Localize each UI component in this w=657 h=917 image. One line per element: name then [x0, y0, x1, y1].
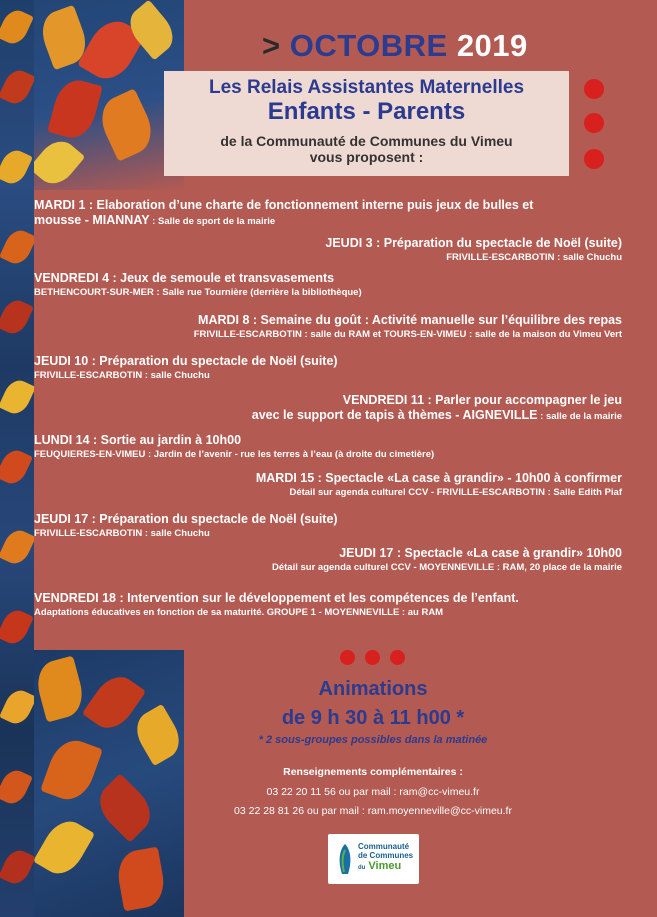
event-location: FRIVILLE-ESCARBOTIN : salle Chuchu — [34, 370, 210, 381]
event-item — [325, 236, 622, 264]
header-box — [164, 71, 569, 176]
event-location: FRIVILLE-ESCARBOTIN : salle Chuchu — [446, 252, 622, 263]
event-item — [194, 313, 622, 341]
event-location: : Salle de sport de la mairie — [149, 216, 276, 227]
event-title: : Sortie au jardin à 10h00 — [89, 433, 242, 447]
event-item — [34, 512, 338, 540]
event-title: : Parler pour accompagner le jeu — [424, 393, 622, 407]
event-title: : Préparation du spectacle de Noël (suite) — [88, 512, 338, 526]
event-day: LUNDI 14 — [34, 433, 90, 447]
title-month: OCTOBRE — [289, 28, 448, 63]
header-line-1: Les Relais Assistantes Maternelles — [208, 77, 525, 98]
header-line-3: de la Communauté de Communes du Vimeu — [220, 133, 513, 149]
event-item — [34, 433, 434, 461]
animations-title: Animations — [318, 678, 428, 700]
event-title: : Préparation du spectacle de Noël (suite) — [372, 236, 622, 250]
red-dot-2 — [584, 113, 604, 133]
event-day: JEUDI 10 — [34, 354, 89, 368]
event-day: VENDREDI 18 — [34, 591, 116, 605]
event-day: JEUDI 3 — [325, 236, 373, 250]
title-arrow: > — [262, 28, 281, 63]
event-location: Détail sur agenda culturel CCV - FRIVILLE-ESCARBOTIN : Salle Edith Piaf — [289, 487, 622, 498]
header-line-4: vous proposent : — [309, 149, 424, 165]
event-item — [272, 546, 622, 574]
event-day: JEUDI 17 — [34, 512, 89, 526]
event-location: FRIVILLE-ESCARBOTIN : salle du RAM et TOURS-EN-VIMEU : salle de la maison du Vimeu Vert — [193, 329, 622, 340]
contact-heading: Renseignements complémentaires : — [283, 766, 463, 778]
event-item — [256, 471, 622, 499]
contact-block — [200, 765, 546, 818]
event-day: VENDREDI 4 — [34, 271, 110, 285]
event-item — [34, 591, 519, 619]
red-dot — [340, 650, 355, 665]
event-item — [34, 198, 533, 228]
event-item — [252, 393, 622, 423]
event-item — [34, 271, 362, 299]
event-location: BETHENCOURT-SUR-MER : Salle rue Tournière (derrière la bibliothèque) — [34, 287, 362, 298]
event-location: Adaptations éducatives en fonction de sa maturité. GROUPE 1 - MOYENNEVILLE : au RAM — [34, 607, 444, 618]
logo-emblem-icon — [336, 842, 354, 876]
event-title-cont: avec le support de tapis à thèmes - AIGNEVILLE — [251, 408, 538, 422]
event-day: MARDI 15 — [255, 471, 315, 485]
logo-name: du Vimeu — [358, 860, 402, 872]
event-title: : Intervention sur le développement et les compétences de l’enfant. — [115, 591, 519, 605]
event-title: : Spectacle «La case à grandir» 10h00 — [393, 546, 622, 560]
event-day: MARDI 1 — [34, 198, 86, 212]
event-title-cont: mousse - MIANNAY — [34, 213, 150, 227]
autumn-leaves-bottom — [34, 650, 184, 917]
animations-note: * 2 sous-groupes possibles dans la matinée — [258, 734, 488, 746]
event-item — [34, 354, 338, 382]
event-day: VENDREDI 11 — [342, 393, 425, 407]
animations-time: de 9 h 30 à 11 h00 * — [281, 707, 465, 729]
contact-line-1: 03 22 20 11 56 ou par mail : ram@cc-vimeu.fr — [266, 786, 480, 798]
ccv-logo — [328, 834, 419, 884]
logo-text: Communauté de Communes — [358, 842, 414, 860]
red-dot-3 — [584, 149, 604, 169]
page-title — [262, 28, 528, 64]
events-list — [34, 190, 624, 650]
event-title: : Jeux de semoule et transvasements — [109, 271, 335, 285]
event-title: : Semaine du goût : Activité manuelle sur l’équilibre des repas — [249, 313, 622, 327]
autumn-leaves-top — [34, 0, 184, 190]
title-year: 2019 — [456, 28, 528, 63]
header-line-2: Enfants - Parents — [267, 98, 466, 125]
animations-block — [200, 677, 546, 747]
autumn-leaves-strip-left — [0, 0, 34, 917]
event-day: JEUDI 17 — [339, 546, 394, 560]
red-dot — [365, 650, 380, 665]
contact-line-2: 03 22 28 81 26 ou par mail : ram.moyenneville@cc-vimeu.fr — [234, 805, 512, 817]
event-location: FRIVILLE-ESCARBOTIN : salle Chuchu — [34, 528, 210, 539]
event-day: MARDI 8 — [198, 313, 250, 327]
event-title: : Spectacle «La case à grandir» - 10h00 à confirmer — [314, 471, 622, 485]
event-title: : Elaboration d’une charte de fonctionnement interne puis jeux de bulles et — [85, 198, 534, 212]
red-dot-1 — [584, 79, 604, 99]
event-location: Détail sur agenda culturel CCV - MOYENNEVILLE : RAM, 20 place de la mairie — [271, 562, 622, 573]
event-title: : Préparation du spectacle de Noël (suite) — [88, 354, 338, 368]
event-location: : salle de la mairie — [537, 411, 622, 422]
event-location: FEUQUIERES-EN-VIMEU : Jardin de l’avenir - rue les terres à l’eau (à droite du cimetière) — [34, 449, 435, 460]
red-dot — [390, 650, 405, 665]
